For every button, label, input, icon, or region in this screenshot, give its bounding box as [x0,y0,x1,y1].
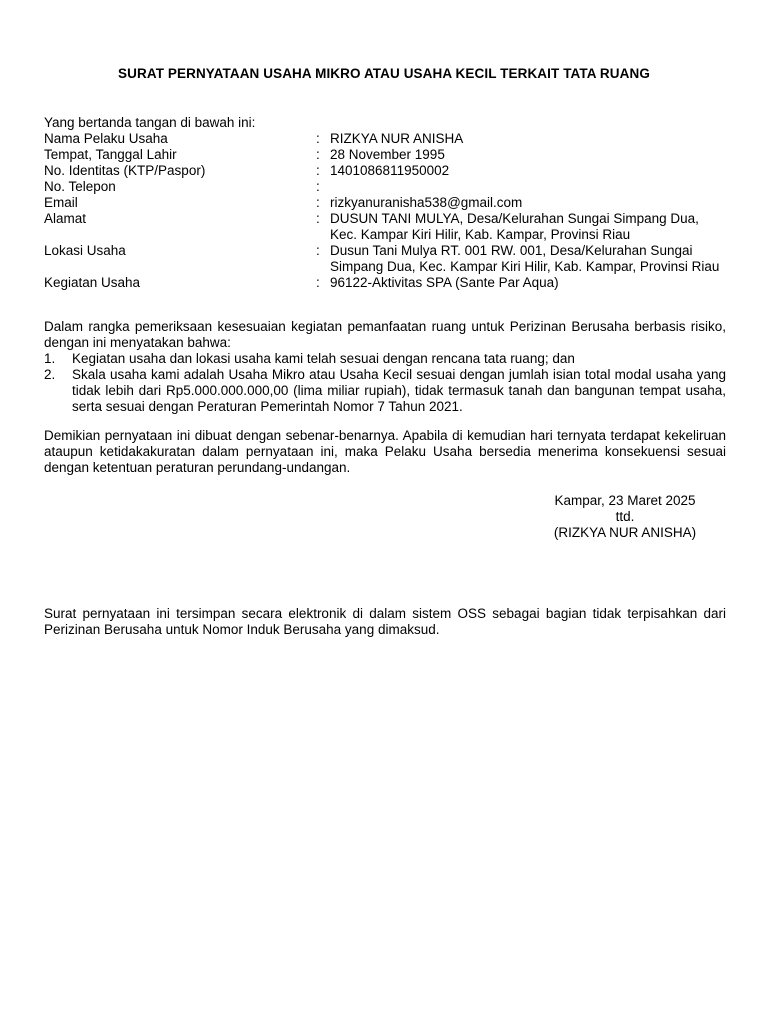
field-colon: : [316,243,320,258]
list-item [44,351,726,367]
signature-place-date: Kampar, 23 Maret 2025 [554,493,696,508]
field-row-kegiatan [44,275,734,291]
field-label: Email [44,195,78,210]
footer-note: Surat pernyataan ini tersimpan secara elektronik di dalam sistem OSS sebagai bagian tidak terpisahkan dari Perizinan Berusaha untuk Nomor Induk Berusaha yang dimaksud. [44,606,726,637]
field-colon: : [316,163,320,178]
list-number: 1. [44,351,56,366]
field-colon: : [316,211,320,226]
signature-name: (RIZKYA NUR ANISHA) [553,525,697,540]
field-value: 1401086811950002 [330,163,450,178]
statement-list [44,351,726,415]
field-row-ttl [44,147,734,163]
field-value: DUSUN TANI MULYA, Desa/Kelurahan Sungai Simpang Dua, Kec. Kampar Kiri Hilir, Kab. Kampar, Provinsi Riau [330,211,699,242]
field-row-lokasi [44,243,734,275]
intro-text: Yang bertanda tangan di bawah ini: [44,115,256,130]
field-label: Lokasi Usaha [44,243,126,258]
field-value: RIZKYA NUR ANISHA [330,131,464,146]
field-colon: : [316,131,320,146]
field-row-email [44,195,734,211]
field-value: 28 November 1995 [330,147,445,162]
field-label: Tempat, Tanggal Lahir [44,147,177,162]
field-row-telepon [44,179,734,195]
identity-fields [44,131,734,291]
field-label: Alamat [44,211,87,226]
signature-block [540,493,710,541]
list-text: Skala usaha kami adalah Usaha Mikro atau Usaha Kecil sesuai dengan jumlah isian total modal usaha yang tidak lebih dari Rp5.000.000.000,00 (lima miliar rupiah), tidak termasuk tanah dan bangunan tempat usaha, serta sesuai dengan Peraturan Pemerintah Nomor 7 Tahun 2021. [72,367,726,414]
field-label: Nama Pelaku Usaha [44,131,168,146]
field-row-alamat [44,211,734,243]
list-number: 2. [44,367,56,382]
field-label: No. Identitas (KTP/Paspor) [44,163,206,178]
field-label: No. Telepon [44,179,116,194]
field-colon: : [316,179,320,194]
field-colon: : [316,275,320,290]
list-item [44,367,726,415]
field-value: rizkyanuranisha538@gmail.com [330,195,523,210]
list-text: Kegiatan usaha dan lokasi usaha kami telah sesuai dengan rencana tata ruang; dan [72,351,575,366]
closing-paragraph: Demikian pernyataan ini dibuat dengan sebenar-benarnya. Apabila di kemudian hari ternyata terdapat kekeliruan ataupun ketidakakuratan dalam pernyataan ini, maka Pelaku Usaha bersedia menerima konsekuensi sesuai dengan ketentuan peraturan perundang-undangan. [44,428,726,475]
field-row-nama [44,131,734,147]
field-value: Dusun Tani Mulya RT. 001 RW. 001, Desa/Kelurahan Sungai Simpang Dua, Kec. Kampar Kiri Hilir, Kab. Kampar, Provinsi Riau [330,243,720,274]
field-value: 96122-Aktivitas SPA (Sante Par Aqua) [330,275,559,290]
statement-intro-paragraph: Dalam rangka pemeriksaan kesesuaian kegiatan pemanfaatan ruang untuk Perizinan Berusaha berbasis risiko, dengan ini menyatakan bahwa: [44,319,726,350]
field-colon: : [316,195,320,210]
field-colon: : [316,147,320,162]
document-title: SURAT PERNYATAAN USAHA MIKRO ATAU USAHA KECIL TERKAIT TATA RUANG [118,66,650,81]
field-label: Kegiatan Usaha [44,275,141,290]
field-row-identitas [44,163,734,179]
signature-ttd: ttd. [615,509,635,524]
